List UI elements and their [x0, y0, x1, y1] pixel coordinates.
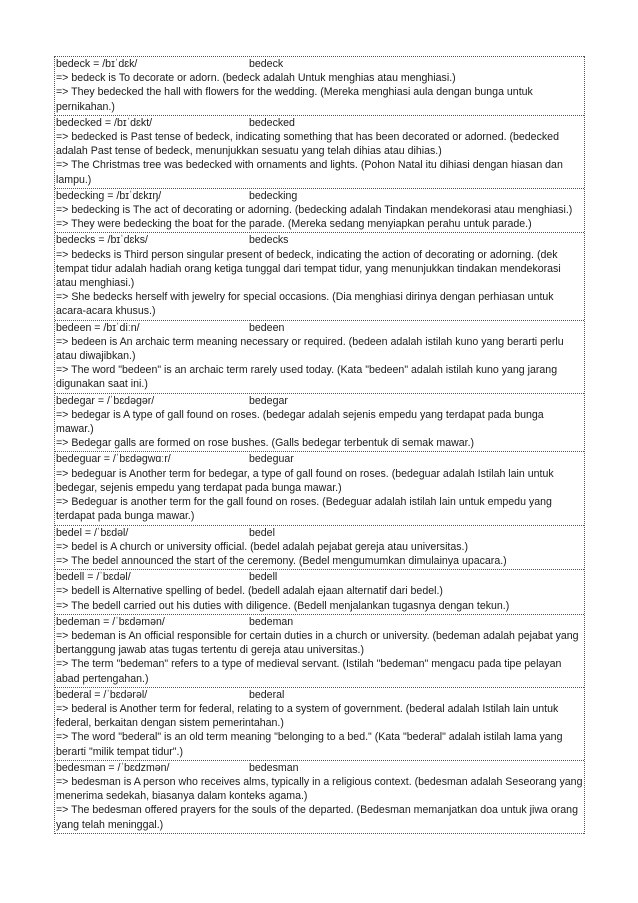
definition: => bedeen is An archaic term meaning necessary or required. (bedeen adalah istilah kuno yang berarti perlu atau diwajibkan.) [56, 335, 564, 363]
example: => The word "bedeen" is an archaic term rarely used today. (Kata "bedeen" adalah istilah kuno yang jarang digunakan saat ini.) [56, 364, 558, 391]
headword: bedesman [249, 761, 299, 774]
example: => The bedesman offered prayers for the souls of the departed. (Bedesman memanjatkan doa untuk jiwa orang yang telah meninggal.) [56, 804, 578, 831]
pronunciation: bedeman = /ˈbɛdəmən/ [56, 615, 165, 628]
pronunciation: bedeck = /bɪˈdɛk/ [56, 58, 138, 70]
headword: bedell [249, 571, 278, 584]
pronunciation: bedegar = /ˈbɛdəgər/ [56, 394, 155, 407]
headword: bedeck [249, 58, 284, 70]
definition: => bedesman is A person who receives alms, typically in a religious context. (bedesman adalah Seseorang yang menerima sedekah, biasanya dalam konteks agama.) [56, 775, 583, 803]
definition: => bedegar is A type of gall found on roses. (bedegar adalah sejenis empedu yang terdapat pada bunga mawar.) [56, 408, 544, 436]
entry-head [56, 452, 584, 466]
entry-head [56, 57, 584, 71]
example: => They bedecked the hall with flowers for the wedding. (Mereka menghiasi aula dengan bunga untuk pernikahan.) [56, 86, 533, 113]
pronunciation: bederal = /ˈbɛdərəl/ [56, 688, 148, 701]
headword: bedeman [249, 615, 294, 628]
dictionary-page [54, 56, 585, 834]
example: => They were bedecking the boat for the parade. (Mereka sedang menyiapkan perahu untuk parade.) [56, 218, 532, 231]
example: => She bedecks herself with jewelry for special occasions. (Dia menghiasi dirinya dengan perhiasan untuk acara-acara khusus.) [56, 291, 554, 318]
definition: => bedecking is The act of decorating or adorning. (bedecking adalah Tindakan mendekorasi atau menghiasi.) [56, 204, 573, 217]
headword: bedecks [249, 234, 289, 247]
pronunciation: bedecked = /bɪˈdɛkt/ [56, 116, 153, 129]
pronunciation: bedell = /ˈbɛdəl/ [56, 571, 131, 584]
example: => The bedel announced the start of the ceremony. (Bedel mengumumkan dimulainya upacara.) [56, 554, 507, 567]
entry-bedeman [55, 614, 584, 687]
headword: bedecked [249, 116, 295, 129]
example: => The bedell carried out his duties with diligence. (Bedell menjalankan tugasnya dengan tekun.) [56, 599, 510, 612]
entry-head [56, 688, 584, 702]
definition: => bedeck is To decorate or adorn. (bedeck adalah Untuk menghias atau menghiasi.) [56, 72, 456, 85]
headword: bedeguar [249, 453, 294, 466]
entry-head [56, 116, 584, 130]
pronunciation: bedesman = /ˈbɛdzmən/ [56, 761, 170, 774]
entry-bedesman [55, 760, 584, 834]
entry-head [56, 570, 584, 584]
headword: bedel [249, 526, 275, 539]
headword: bedegar [249, 394, 288, 407]
entry-bedecks [55, 232, 584, 319]
entry-bedeguar [55, 451, 584, 524]
entry-bederal [55, 687, 584, 760]
definition: => bedeman is An official responsible for certain duties in a church or university. (bedeman adalah pejabat yang bertanggung jawab atas tugas tertentu di gereja atau universitas.) [56, 629, 579, 657]
entry-head [56, 526, 584, 540]
entry-bedeck [55, 56, 584, 115]
definition: => bedecks is Third person singular present of bedeck, indicating the action of decorating or adorning. (dek tempat tidur adalah hadiah orang ketiga tunggal dari tempat tidur, yang menunjukkan tindakan mendekorasi atau menghiasi.) [56, 248, 561, 290]
entry-bedell [55, 569, 584, 614]
entry-bedegar [55, 393, 584, 452]
pronunciation: bedecking = /bɪˈdɛkɪŋ/ [56, 189, 162, 202]
entry-head [56, 233, 584, 247]
entry-head [56, 394, 584, 408]
entry-head [56, 189, 584, 203]
definition: => bedeguar is Another term for bedegar, a type of gall found on roses. (bedeguar adalah Istilah lain untuk bedegar, sejenis empedu yang terdapat pada bunga mawar.) [56, 467, 554, 494]
entry-bedecking [55, 188, 584, 233]
example: => Bedeguar is another term for the gall found on roses. (Bedeguar adalah istilah lain untuk empedu yang terdapat pada bunga mawar.) [56, 496, 552, 523]
entry-bedel [55, 525, 584, 570]
pronunciation: bedeen = /bɪˈdiːn/ [56, 321, 140, 334]
headword: bederal [249, 688, 285, 701]
definition: => bedell is Alternative spelling of bedel. (bedell adalah ejaan alternatif dari bedel.) [56, 585, 443, 598]
example: => Bedegar galls are formed on rose bushes. (Galls bedegar terbentuk di semak mawar.) [56, 437, 475, 450]
definition: => bederal is Another term for federal, relating to a system of government. (bederal adalah Istilah lain untuk federal, berkaitan dengan sistem pemerintahan.) [56, 702, 559, 730]
definition: => bedel is A church or university official. (bedel adalah pejabat gereja atau universitas.) [56, 540, 469, 553]
entry-bedeen [55, 320, 584, 393]
pronunciation: bedeguar = /ˈbɛdəgwɑːr/ [56, 453, 171, 466]
definition: => bedecked is Past tense of bedeck, indicating something that has been decorated or adorned. (bedecked adalah Past tense of bedeck, menunjukkan sesuatu yang telah dihias atau dihias.) [56, 131, 559, 158]
example: => The word "bederal" is an old term meaning "belonging to a bed." (Kata "bederal" adalah istilah lama yang berarti "milik tempat tidur".) [56, 731, 563, 758]
example: => The term "bedeman" refers to a type of medieval servant. (Istilah "bedeman" mengacu pada tipe pelayan abad pertengahan.) [56, 658, 562, 685]
pronunciation: bedel = /ˈbɛdəl/ [56, 526, 129, 539]
entry-bedecked [55, 115, 584, 188]
entry-head [56, 321, 584, 335]
pronunciation: bedecks = /bɪˈdɛks/ [56, 234, 148, 247]
example: => The Christmas tree was bedecked with ornaments and lights. (Pohon Natal itu dihiasi dengan hiasan dan lampu.) [56, 159, 563, 186]
headword: bedecking [249, 189, 298, 202]
entry-head [56, 615, 584, 629]
entry-head [56, 761, 584, 775]
headword: bedeen [249, 321, 285, 334]
